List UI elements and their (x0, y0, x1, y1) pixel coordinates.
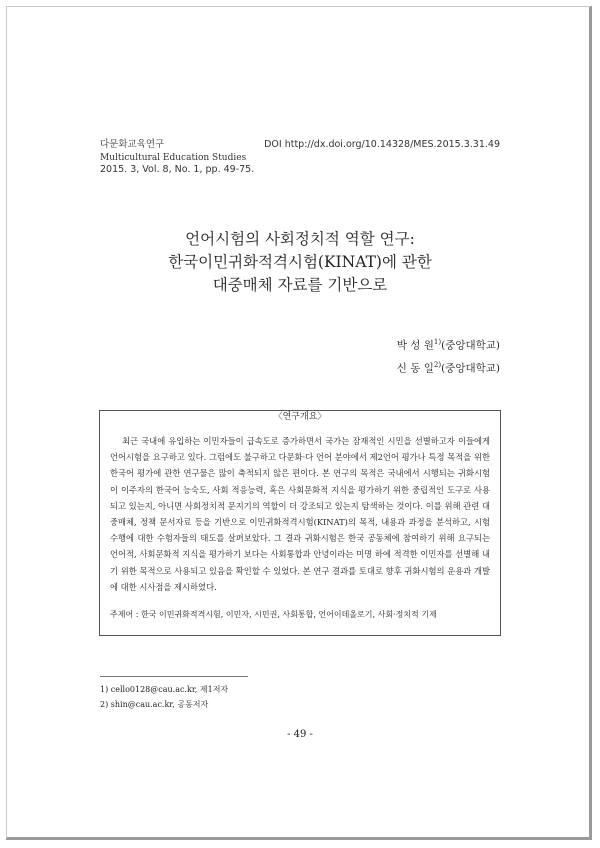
doi[interactable]: DOI http://dx.doi.org/10.14328/MES.2015.3.31.49 (264, 139, 500, 150)
footnotes (100, 682, 228, 712)
author-list (397, 333, 500, 378)
paper-title (80, 228, 520, 297)
title-line-3: 대중매체 자료를 기반으로 (212, 276, 388, 294)
author-affiliation: (중앙대학교) (441, 362, 500, 374)
footnote-1: 1) cello0128@cau.ac.kr, 제1저자 (100, 685, 229, 694)
keywords: 주제어 : 한국 이민귀화적격시험, 이민자, 시민권, 사회통합, 언어이데올로기, 사회·정치적 기제 (110, 610, 437, 619)
abstract-text: 최근 국내에 유입하는 이민자들이 급속도로 증가하면서 국가는 잠재적인 시민을 선별하고자 이들에게 언어시험을 요구하고 있다. 그럼에도 불구하고 다문화·다 언어 분야에서 제2언어 평가나 특정 목적을 위한 한국어 평가에 관한 연구물은 많이 축적되지 않은 편이다. 본 연구의 목적은 국내에서 시행되는 귀화시험이 이주자의 한국어 능숙도, 사회 적응능력, 혹은 사회문화적 지식을 평가하기 위한 중립적인 도구로 사용되고 있는지, 아니면 사회정치적 문지기의 역할이 더 강조되고 있는지 탐색하는 것이다. 이를 위해 관련 대중매체, 정책 문서자료 등을 기반으로 이민귀화적격시험(KINAT)의 목적, 내용과 과정을 분석하고, 시험 수행에 대한 수험자들의 태도를 살펴보았다. 그 결과 귀화시험은 한국 공동체에 참여하기 위해 요구되는 언어적, 사회문화적 지식을 평가하기 보다는 사회통합과 안녕이라는 미명 하에 적격한 이민자를 선별해 내기 위한 목적으로 사용되고 있음을 확인할 수 있었다. 본 연구 결과를 토대로 향후 귀화시험의 운용과 개발에 대한 시사점을 제시하였다. (110, 436, 490, 592)
footnote-2: 2) shin@cau.ac.kr, 공동저자 (100, 700, 209, 709)
journal-title-kr: 다문화교육연구 (100, 139, 165, 150)
footnote-divider (100, 676, 248, 677)
abstract-box (99, 410, 501, 636)
footnote-mark[interactable]: 2) (433, 360, 442, 369)
journal-info (100, 139, 254, 177)
journal-title-en: Multicultural Education Studies (100, 152, 247, 163)
abstract-label: 〈연구개요〉 (270, 412, 331, 422)
author-name: 신 동 일 (396, 362, 434, 374)
author-2 (397, 356, 500, 379)
footnote-mark[interactable]: 1) (433, 338, 442, 346)
abstract-heading (100, 404, 500, 423)
page-number: - 49 - (287, 729, 313, 740)
issue-info: 2015. 3, Vol. 8, No. 1, pp. 49-75. (100, 164, 255, 175)
title-line-1: 언어시험의 사회정치적 역할 연구: (185, 230, 415, 248)
author-1 (397, 333, 500, 356)
title-line-2: 한국이민귀화적격시험(KINAT)에 관한 (168, 253, 432, 271)
author-name: 박 성 원 (396, 339, 434, 352)
author-affiliation: (중앙대학교) (441, 339, 500, 352)
